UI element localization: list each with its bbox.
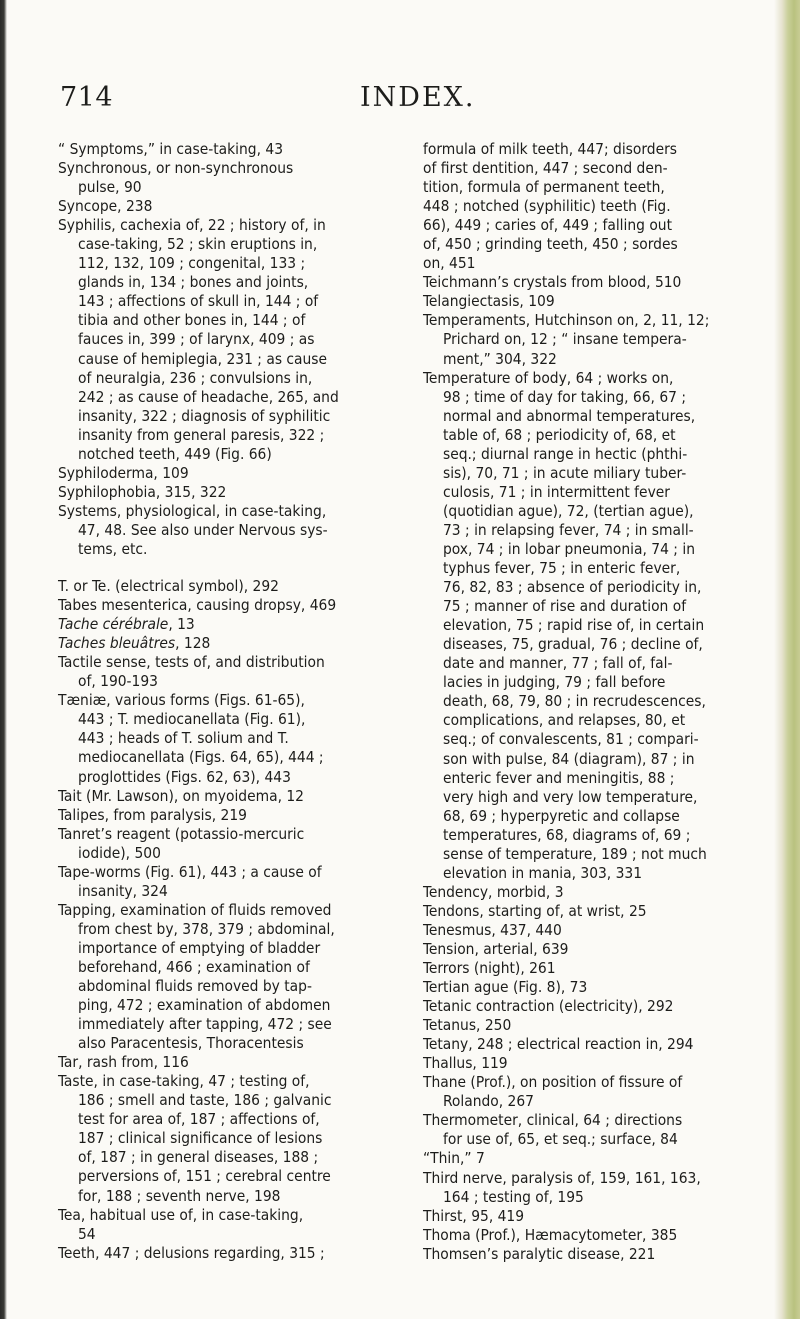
entry-line: Tapping, examination of fluids removed xyxy=(58,900,332,919)
index-entry xyxy=(423,1245,775,1264)
entry-line: Syphilis, cachexia of, 22 ; history of, in xyxy=(58,216,326,235)
entry-line: 68, 69 ; hyperpyretic and collapse xyxy=(443,806,680,825)
entry-line: complications, and relapses, 80, et xyxy=(443,711,686,730)
entry-line: Thoma (Prof.), Hæmacytometer, 385 xyxy=(423,1225,678,1244)
entry-line: 443 ; T. mediocanellata (Fig. 61), xyxy=(78,710,306,729)
entry-line: 186 ; smell and taste, 186 ; galvanic xyxy=(78,1091,332,1110)
index-entry xyxy=(58,634,403,653)
entry-line: Tenesmus, 437, 440 xyxy=(423,920,562,939)
entry-line: sis), 70, 71 ; in acute miliary tuber- xyxy=(443,463,687,482)
entry-line: table of, 68 ; periodicity of, 68, et xyxy=(443,425,676,444)
index-entry xyxy=(423,921,775,940)
entry-line: of first dentition, 447 ; second den- xyxy=(423,159,668,178)
entry-line: Tanret’s reagent (potassio-mercuric xyxy=(58,824,305,843)
entry-line: also Paracentesis, Thoracentesis xyxy=(78,1034,304,1053)
page-left-edge xyxy=(0,0,7,1319)
page-header xyxy=(60,82,750,122)
index-entry xyxy=(58,1244,403,1263)
entry-line: Thomsen’s paralytic disease, 221 xyxy=(423,1244,656,1263)
entry-line: tems, etc. xyxy=(78,539,148,558)
entry-line: Thallus, 119 xyxy=(423,1054,508,1073)
entry-line: “ Symptoms,” in case-taking, 43 xyxy=(58,140,283,158)
entry-line: diseases, 75, gradual, 76 ; decline of, xyxy=(443,635,703,654)
entry-line: Systems, physiological, in case-taking, xyxy=(58,501,327,520)
entry-line: of, 190-193 xyxy=(78,672,158,691)
index-entry xyxy=(58,483,403,502)
entry-line: 143 ; affections of skull in, 144 ; of xyxy=(78,292,319,311)
entry-line: Thermometer, clinical, 64 ; directions xyxy=(423,1111,683,1130)
entry-line: Tetanic contraction (electricity), 292 xyxy=(423,997,674,1016)
entry-line: Taste, in case-taking, 47 ; testing of, xyxy=(58,1072,310,1091)
index-entry xyxy=(423,311,775,368)
entry-line: from chest by, 378, 379 ; abdominal, xyxy=(78,919,335,938)
index-entry xyxy=(423,902,775,921)
entry-line: normal and abnormal temperatures, xyxy=(443,406,696,425)
entry-line: Tertian ague (Fig. 8), 73 xyxy=(423,978,588,997)
index-entry xyxy=(423,883,775,902)
index-entry xyxy=(423,1035,775,1054)
entry-line: insanity, 322 ; diagnosis of syphilitic xyxy=(78,406,331,425)
index-entry xyxy=(423,1073,775,1111)
index-entry xyxy=(423,1207,775,1226)
index-entry xyxy=(423,369,775,883)
entry-line: Telangiectasis, 109 xyxy=(423,292,555,311)
index-entry xyxy=(58,1053,403,1072)
entry-line: 242 ; as cause of headache, 265, and xyxy=(78,387,339,406)
index-column-right xyxy=(423,140,775,1264)
entry-line: 164 ; testing of, 195 xyxy=(443,1187,584,1206)
entry-line: Temperaments, Hutchinson on, 2, 11, 12; xyxy=(423,311,710,330)
index-entry xyxy=(423,1054,775,1073)
entry-line: Third nerve, paralysis of, 159, 161, 163, xyxy=(423,1168,701,1187)
index-entry xyxy=(58,806,403,825)
entry-line: Syncope, 238 xyxy=(58,197,153,216)
entry-line: case-taking, 52 ; skin eruptions in, xyxy=(78,235,318,254)
index-entry xyxy=(58,140,403,159)
entry-line: 54 xyxy=(78,1224,96,1243)
entry-line: of neuralgia, 236 ; convulsions in, xyxy=(78,368,313,387)
entry-line: notched teeth, 449 (Fig. 66) xyxy=(78,444,272,463)
index-entry xyxy=(58,901,403,1053)
entry-line: test for area of, 187 ; affections of, xyxy=(78,1110,320,1129)
entry-line: Tension, arterial, 639 xyxy=(423,939,569,958)
entry-line: pox, 74 ; in lobar pneumonia, 74 ; in xyxy=(443,539,695,558)
index-entry xyxy=(58,1206,403,1244)
entry-line: Taches bleuâtres, 128 xyxy=(58,634,211,653)
page-number: 714 xyxy=(60,82,114,113)
entry-line: Tactile sense, tests of, and distribution xyxy=(58,653,325,672)
entry-line: immediately after tapping, 472 ; see xyxy=(78,1015,332,1034)
entry-line: pulse, 90 xyxy=(78,178,142,197)
entry-line: 75 ; manner of rise and duration of xyxy=(443,597,687,616)
entry-line: beforehand, 466 ; examination of xyxy=(78,957,310,976)
entry-line: 47, 48. See also under Nervous sys- xyxy=(78,520,328,539)
index-entry xyxy=(423,273,775,292)
index-entry xyxy=(58,691,403,786)
entry-line: Syphiloderma, 109 xyxy=(58,463,189,482)
entry-line: son with pulse, 84 (diagram), 87 ; in xyxy=(443,749,695,768)
index-entry xyxy=(423,1169,775,1207)
index-entry xyxy=(423,997,775,1016)
entry-line: Tache cérébrale, 13 xyxy=(58,615,195,634)
entry-line: on, 451 xyxy=(423,254,476,273)
entry-line: Teichmann’s crystals from blood, 510 xyxy=(423,273,682,292)
entry-line: cause of hemiplegia, 231 ; as cause xyxy=(78,349,328,368)
entry-line: 98 ; time of day for taking, 66, 67 ; xyxy=(443,387,687,406)
entry-line: 73 ; in relapsing fever, 74 ; in small- xyxy=(443,520,694,539)
index-entry xyxy=(58,787,403,806)
entry-line: insanity from general paresis, 322 ; xyxy=(78,425,325,444)
index-entry xyxy=(58,159,403,197)
index-column-left xyxy=(58,140,403,1263)
index-entry xyxy=(58,1072,403,1205)
entry-line: 112, 132, 109 ; congenital, 133 ; xyxy=(78,254,306,273)
index-entry xyxy=(423,1149,775,1168)
entry-line: culosis, 71 ; in intermittent fever xyxy=(443,482,670,501)
entry-line: elevation, 75 ; rapid rise of, in certain xyxy=(443,616,705,635)
entry-line: Tea, habitual use of, in case-taking, xyxy=(58,1205,304,1224)
running-head: INDEX. xyxy=(360,82,476,113)
index-entry xyxy=(58,464,403,483)
entry-line: Thane (Prof.), on position of fissure of xyxy=(423,1073,683,1092)
entry-line: Syphilophobia, 315, 322 xyxy=(58,482,227,501)
entry-line: tibia and other bones in, 144 ; of xyxy=(78,311,306,330)
index-entry xyxy=(58,615,403,634)
entry-line: ment,” 304, 322 xyxy=(443,349,557,368)
entry-line: very high and very low temperature, xyxy=(443,787,698,806)
entry-line: glands in, 134 ; bones and joints, xyxy=(78,273,309,292)
entry-line: Rolando, 267 xyxy=(443,1092,534,1111)
index-entry xyxy=(58,653,403,691)
entry-line: typhus fever, 75 ; in enteric fever, xyxy=(443,559,681,578)
entry-line: lacies in judging, 79 ; fall before xyxy=(443,673,666,692)
entry-line: Tendons, starting of, at wrist, 25 xyxy=(423,901,647,920)
entry-line: Tait (Mr. Lawson), on myoidema, 12 xyxy=(58,786,304,805)
entry-line: abdominal fluids removed by tap- xyxy=(78,977,312,996)
index-entry xyxy=(423,292,775,311)
entry-line: T. or Te. (electrical symbol), 292 xyxy=(58,577,279,596)
index-entry xyxy=(423,959,775,978)
entry-line: 443 ; heads of T. solium and T. xyxy=(78,729,289,748)
index-entry xyxy=(423,978,775,997)
entry-line: enteric fever and meningitis, 88 ; xyxy=(443,768,675,787)
index-entry xyxy=(58,825,403,863)
index-entry xyxy=(423,1016,775,1035)
index-entry xyxy=(58,216,403,464)
entry-line: mediocanellata (Figs. 64, 65), 444 ; xyxy=(78,748,324,767)
entry-line: date and manner, 77 ; fall of, fal- xyxy=(443,654,673,673)
entry-line: 448 ; notched (syphilitic) teeth (Fig. xyxy=(423,197,671,216)
index-entry xyxy=(58,502,403,559)
entry-line: sense of temperature, 189 ; not much xyxy=(443,844,707,863)
entry-line: Synchronous, or non-synchronous xyxy=(58,159,294,178)
entry-line: Teeth, 447 ; delusions regarding, 315 ; xyxy=(58,1243,325,1262)
entry-line: seq.; diurnal range in hectic (phthi- xyxy=(443,444,688,463)
entry-line: Tar, rash from, 116 xyxy=(58,1053,189,1072)
entry-line: proglottides (Figs. 62, 63), 443 xyxy=(78,767,291,786)
entry-line: 66), 449 ; caries of, 449 ; falling out xyxy=(423,216,673,235)
entry-line: Tape-worms (Fig. 61), 443 ; a cause of xyxy=(58,862,322,881)
entry-line: Tetanus, 250 xyxy=(423,1016,512,1035)
index-entry xyxy=(58,863,403,901)
index-entry xyxy=(423,1226,775,1245)
section-gap xyxy=(58,559,403,577)
index-entry xyxy=(58,596,403,615)
entry-line: Tæniæ, various forms (Figs. 61-65), xyxy=(58,691,305,710)
entry-line: Tendency, morbid, 3 xyxy=(423,882,564,901)
entry-line: Temperature of body, 64 ; works on, xyxy=(423,368,674,387)
entry-line: (quotidian ague), 72, (tertian ague), xyxy=(443,501,694,520)
entry-line: of, 450 ; grinding teeth, 450 ; sordes xyxy=(423,235,678,254)
index-entry xyxy=(58,577,403,596)
entry-line: perversions of, 151 ; cerebral centre xyxy=(78,1167,331,1186)
index-entry-continuation xyxy=(423,140,775,273)
entry-line: Prichard on, 12 ; “ insane tempera- xyxy=(443,330,687,349)
entry-line: importance of emptying of bladder xyxy=(78,938,321,957)
entry-line: iodide), 500 xyxy=(78,843,161,862)
entry-line: 76, 82, 83 ; absence of periodicity in, xyxy=(443,578,702,597)
entry-line: tition, formula of permanent teeth, xyxy=(423,178,665,197)
entry-line: “Thin,” 7 xyxy=(423,1149,485,1168)
entry-line: elevation in mania, 303, 331 xyxy=(443,863,643,882)
entry-line: Terrors (night), 261 xyxy=(423,959,556,978)
entry-line: Thirst, 95, 419 xyxy=(423,1206,525,1225)
entry-line: for, 188 ; seventh nerve, 198 xyxy=(78,1186,281,1205)
page-right-edge xyxy=(774,0,800,1319)
entry-line: Tabes mesenterica, causing dropsy, 469 xyxy=(58,596,337,615)
entry-line: ping, 472 ; examination of abdomen xyxy=(78,996,331,1015)
entry-line: seq.; of convalescents, 81 ; compari- xyxy=(443,730,699,749)
entry-line: Talipes, from paralysis, 219 xyxy=(58,805,247,824)
index-entry xyxy=(58,197,403,216)
entry-line: fauces in, 399 ; of larynx, 409 ; as xyxy=(78,330,315,349)
entry-line: death, 68, 79, 80 ; in recrudescences, xyxy=(443,692,706,711)
entry-line: 187 ; clinical significance of lesions xyxy=(78,1129,323,1148)
entry-line: for use of, 65, et seq.; surface, 84 xyxy=(443,1130,678,1149)
index-entry xyxy=(423,1111,775,1149)
index-entry xyxy=(423,940,775,959)
entry-line: temperatures, 68, diagrams of, 69 ; xyxy=(443,825,691,844)
entry-line: of, 187 ; in general diseases, 188 ; xyxy=(78,1148,319,1167)
entry-line: formula of milk teeth, 447; disorders xyxy=(423,140,677,158)
entry-line: Tetany, 248 ; electrical reaction in, 294 xyxy=(423,1035,694,1054)
entry-line: insanity, 324 xyxy=(78,881,168,900)
